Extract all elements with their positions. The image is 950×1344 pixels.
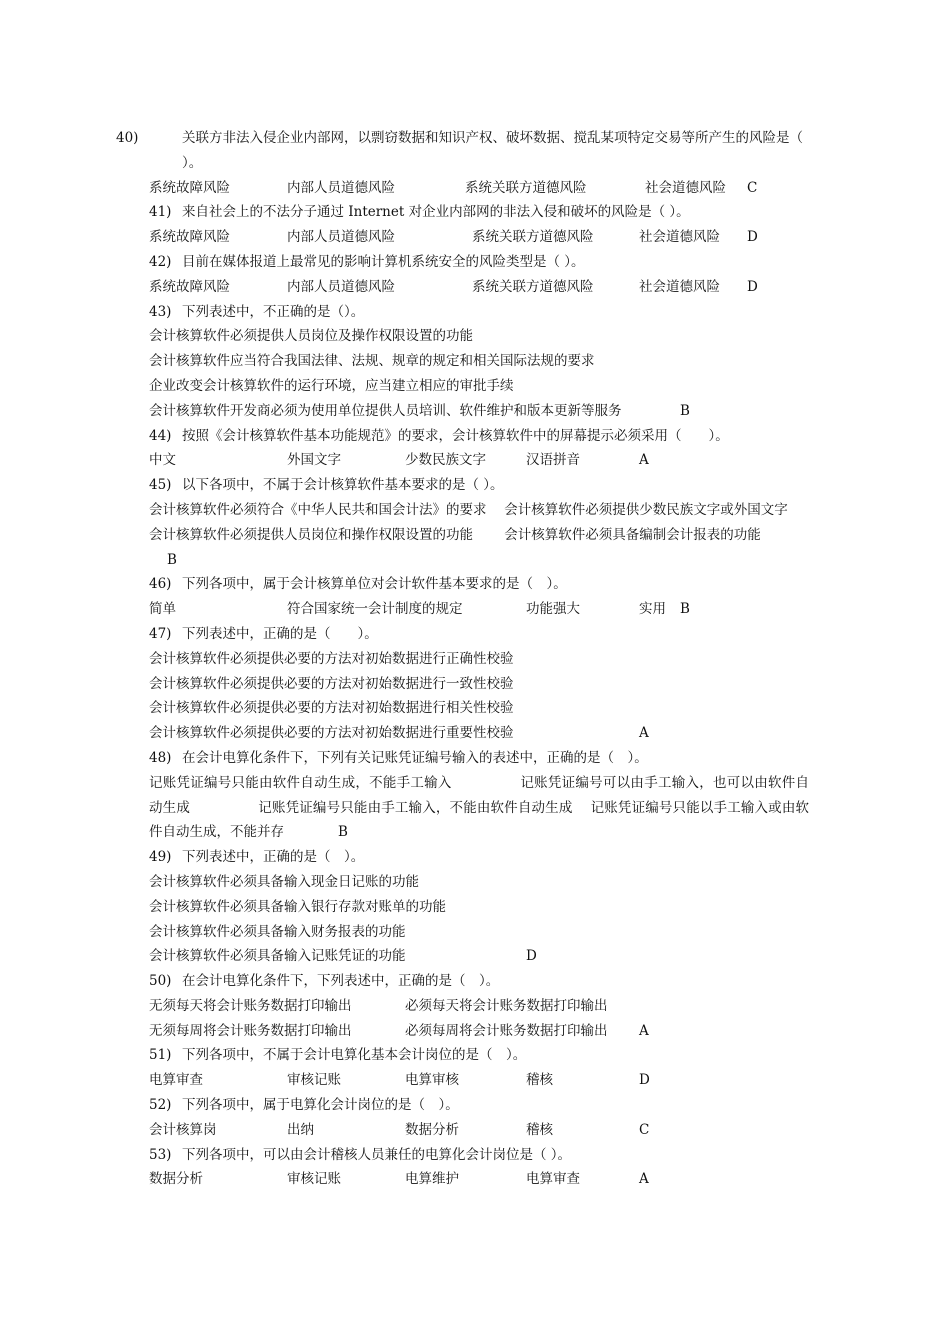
question-52: 52) 下列各项中，属于电算化会计岗位的是（ ）。: [149, 1097, 459, 1114]
options-50-row2: 无须每周将会计账务数据打印输出 必须每周将会计账务数据打印输出 A: [149, 1019, 809, 1044]
question-41: 41) 来自社会上的不法分子通过 Internet 对企业内部网的非法入侵和破坏的风险是（ ）。: [149, 204, 690, 221]
option-49-b: 会计核算软件必须具备输入银行存款对账单的功能: [149, 898, 446, 915]
question-48: 48) 在会计电算化条件下，下列有关记账凭证编号输入的表述中，正确的是（ ）。: [149, 749, 648, 766]
options-42: 系统故障风险 内部人员道德风险 系统关联方道德风险 社会道德风险 D: [149, 275, 809, 300]
answer-42: D: [747, 278, 758, 295]
options-52: 会计核算岗 出纳 数据分析 稽核 C: [149, 1118, 809, 1143]
option-49-c: 会计核算软件必须具备输入财务报表的功能: [149, 923, 406, 940]
answer-40: C: [747, 179, 758, 196]
answer-47: A: [639, 725, 649, 742]
options-50-row1: 无须每天将会计账务数据打印输出 必须每天将会计账务数据打印输出: [149, 997, 608, 1014]
answer-52: C: [639, 1121, 650, 1138]
option-47-c: 会计核算软件必须提供必要的方法对初始数据进行相关性校验: [149, 700, 514, 717]
options-51: 电算审查 审核记账 电算审核 稽核 D: [149, 1068, 809, 1093]
option-43-d: 会计核算软件开发商必须为使用单位提供人员培训、软件维护和版本更新等服务 B: [149, 399, 809, 424]
options-41: 系统故障风险 内部人员道德风险 系统关联方道德风险 社会道德风险 D: [149, 225, 809, 250]
question-47: 47) 下列表述中，正确的是（ ）。: [149, 625, 378, 642]
question-49: 49) 下列表述中，正确的是（ ）。: [149, 849, 365, 866]
answer-45: B: [167, 551, 177, 568]
options-48: 记账凭证编号只能由软件自动生成，不能手工输入 记账凭证编号可以由手工输入，也可以由软件自动生成 记账凭证编号只能由手工输入，不能由软件自动生成 记账凭证编号只能以手工输入或由软件自动生成，不能并存 B: [149, 774, 809, 841]
option-47-d: 会计核算软件必须提供必要的方法对初始数据进行重要性校验 A: [149, 721, 809, 746]
answer-53: A: [639, 1171, 649, 1188]
answer-46: B: [680, 601, 690, 618]
answer-49: D: [526, 948, 537, 965]
answer-44: A: [639, 452, 649, 469]
answer-41: D: [747, 229, 758, 246]
answer-45-line: [149, 548, 809, 573]
options-45-row1: 会计核算软件必须符合《中华人民共和国会计法》的要求 会计核算软件必须提供少数民族文字或外国文字: [149, 501, 788, 518]
option-49-a: 会计核算软件必须具备输入现金日记账的功能: [149, 873, 419, 890]
option-49-d: 会计核算软件必须具备输入记账凭证的功能 D: [149, 944, 809, 969]
document-page: [116, 126, 809, 1192]
question-43: 43) 下列表述中，不正确的是（）。: [149, 303, 365, 320]
option-43-c: 企业改变会计核算软件的运行环境，应当建立相应的审批手续: [149, 377, 514, 394]
options-40: 系统故障风险 内部人员道德风险 系统关联方道德风险 社会道德风险 C: [149, 176, 809, 201]
question-53: 53) 下列各项中，可以由会计稽核人员兼任的电算化会计岗位是（ ）。: [149, 1146, 572, 1163]
option-47-b: 会计核算软件必须提供必要的方法对初始数据进行一致性校验: [149, 675, 514, 692]
answer-48: B: [338, 824, 348, 841]
options-45-row2: 会计核算软件必须提供人员岗位和操作权限设置的功能 会计核算软件必须具备编制会计报表的功能: [149, 526, 761, 543]
option-43-a: 会计核算软件必须提供人员岗位及操作权限设置的功能: [149, 328, 473, 345]
question-46: 46) 下列各项中，属于会计核算单位对会计软件基本要求的是（ ）。: [149, 576, 567, 593]
answer-51: D: [639, 1072, 650, 1089]
answer-43: B: [680, 402, 690, 419]
question-42: 42) 目前在媒体报道上最常见的影响计算机系统安全的风险类型是（ ）。: [149, 253, 585, 270]
options-46: 简单 符合国家统一会计制度的规定 功能强大 实用 B: [149, 597, 809, 622]
question-40: 40) 关联方非法入侵企业内部网，以剽窃数据和知识产权、破坏数据、搅乱某项特定交易等所产生的风险是（ ）。: [116, 130, 803, 171]
options-44: 中文 外国文字 少数民族文字 汉语拼音 A: [149, 448, 809, 473]
option-47-a: 会计核算软件必须提供必要的方法对初始数据进行正确性校验: [149, 650, 514, 667]
question-44: 44) 按照《会计核算软件基本功能规范》的要求，会计核算软件中的屏幕提示必须采用（ ）。: [149, 427, 729, 444]
question-51: 51) 下列各项中，不属于会计电算化基本会计岗位的是（ ）。: [149, 1047, 527, 1064]
options-53: 数据分析 审核记账 电算维护 电算审查 A: [149, 1167, 809, 1192]
answer-50: A: [639, 1022, 649, 1039]
option-43-b: 会计核算软件应当符合我国法律、法规、规章的规定和相关国际法规的要求: [149, 353, 595, 370]
question-50: 50) 在会计电算化条件下，下列表述中，正确的是（ ）。: [149, 973, 500, 990]
question-45: 45) 以下各项中，不属于会计核算软件基本要求的是（ ）。: [149, 477, 504, 494]
